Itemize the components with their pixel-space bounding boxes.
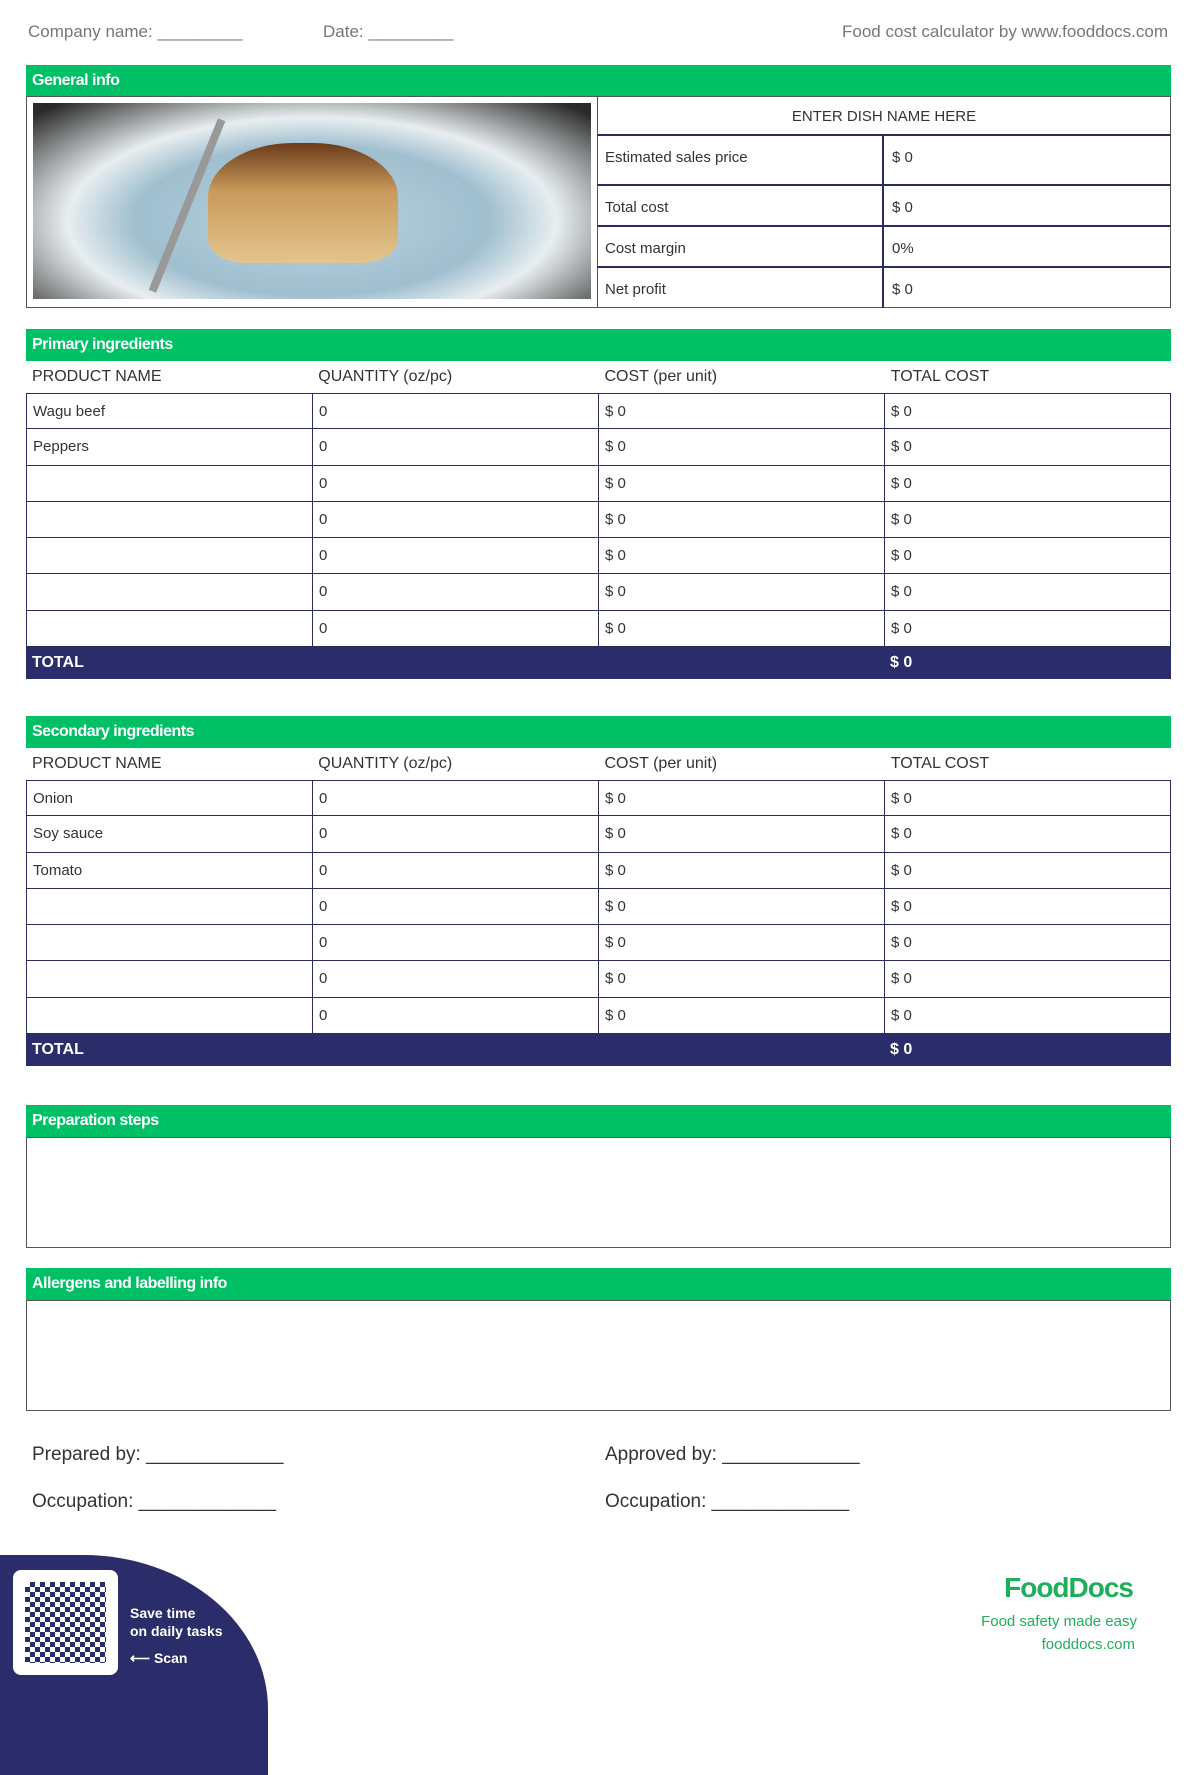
table-cell[interactable]: $ 0 <box>885 961 1171 997</box>
table-cell[interactable]: $ 0 <box>599 429 885 465</box>
table-cell[interactable] <box>26 538 313 574</box>
table-row <box>26 889 1171 925</box>
column-header: QUANTITY (oz/pc) <box>318 368 453 385</box>
table-cell[interactable]: $ 0 <box>599 925 885 961</box>
table-cell[interactable]: $ 0 <box>885 538 1171 574</box>
total-row <box>26 1034 1171 1066</box>
table-row <box>26 998 1171 1034</box>
table-cell[interactable]: $ 0 <box>885 502 1171 538</box>
company-name-field[interactable]: Company name: _________ <box>28 22 243 41</box>
table-cell[interactable]: $ 0 <box>599 889 885 925</box>
table-cell[interactable]: 0 <box>313 611 599 647</box>
occupation-field[interactable]: Occupation: _____________ <box>32 1491 277 1512</box>
general-info-header: General info <box>26 65 1171 97</box>
table-cell[interactable]: Wagu beef <box>26 393 313 429</box>
total-value: $ 0 <box>890 654 913 672</box>
table-cell[interactable]: $ 0 <box>599 538 885 574</box>
table-cell[interactable]: 0 <box>313 466 599 502</box>
table-cell[interactable]: 0 <box>313 574 599 610</box>
dish-photo <box>33 103 591 299</box>
total-label: TOTAL <box>32 654 84 672</box>
table-cell[interactable]: $ 0 <box>885 611 1171 647</box>
table-cell[interactable] <box>26 998 313 1034</box>
scan-label: ⟵ Scan <box>130 1650 188 1666</box>
table-cell[interactable]: 0 <box>313 393 599 429</box>
table-cell[interactable]: $ 0 <box>599 611 885 647</box>
secondary-ingredients-header: Secondary ingredients <box>26 716 1171 748</box>
table-cell[interactable]: 0 <box>313 429 599 465</box>
table-cell[interactable]: $ 0 <box>885 925 1171 961</box>
sales-price-value[interactable]: $ 0 <box>892 149 913 166</box>
column-header: COST (per unit) <box>604 368 718 385</box>
table-cell[interactable]: $ 0 <box>885 853 1171 889</box>
table-cell[interactable] <box>26 502 313 538</box>
column-header: TOTAL COST <box>890 755 990 772</box>
credit-text: Food cost calculator by www.fooddocs.com <box>842 22 1168 41</box>
table-cell[interactable]: $ 0 <box>885 780 1171 816</box>
table-row <box>26 853 1171 889</box>
table-cell[interactable] <box>26 925 313 961</box>
table-row <box>26 961 1171 997</box>
dish-summary <box>597 96 1171 308</box>
table-cell[interactable]: 0 <box>313 889 599 925</box>
table-cell[interactable]: $ 0 <box>885 998 1171 1034</box>
preparation-steps-header: Preparation steps <box>26 1105 1171 1137</box>
qr-line: Save time <box>130 1605 196 1621</box>
cost-margin-value[interactable]: 0% <box>892 240 914 257</box>
prepared-by-field[interactable]: Prepared by: _____________ <box>32 1444 284 1465</box>
total-label: TOTAL <box>32 1041 84 1059</box>
table-cell[interactable]: $ 0 <box>599 998 885 1034</box>
qr-pattern <box>25 1582 106 1663</box>
table-cell[interactable]: 0 <box>313 925 599 961</box>
table-cell[interactable]: $ 0 <box>599 780 885 816</box>
table-cell[interactable]: $ 0 <box>885 889 1171 925</box>
table-cell[interactable] <box>26 961 313 997</box>
qr-line: on daily tasks <box>130 1623 223 1639</box>
allergens-header: Allergens and labelling info <box>26 1268 1171 1300</box>
table-cell[interactable]: 0 <box>313 816 599 852</box>
table-cell[interactable]: $ 0 <box>885 574 1171 610</box>
label: Cost margin <box>597 227 884 266</box>
qr-text <box>130 1604 223 1667</box>
tagline: Food safety made easy <box>981 1613 1137 1630</box>
table-cell[interactable]: 0 <box>313 780 599 816</box>
total-row <box>26 647 1171 679</box>
label: Net profit <box>597 268 884 308</box>
fooddocs-logo: FoodDocs <box>1004 1572 1133 1603</box>
date-field[interactable]: Date: _________ <box>323 22 454 41</box>
qr-code[interactable] <box>13 1570 118 1675</box>
total-cost-value[interactable]: $ 0 <box>892 199 913 216</box>
table-cell[interactable]: $ 0 <box>885 429 1171 465</box>
table-cell[interactable]: $ 0 <box>599 853 885 889</box>
label: Estimated sales price <box>597 136 884 184</box>
table-cell[interactable]: $ 0 <box>885 816 1171 852</box>
column-header: QUANTITY (oz/pc) <box>318 755 453 772</box>
table-cell[interactable]: Tomato <box>26 853 313 889</box>
table-cell[interactable]: $ 0 <box>599 816 885 852</box>
table-row <box>26 538 1171 574</box>
table-cell[interactable]: $ 0 <box>599 466 885 502</box>
table-cell[interactable] <box>26 574 313 610</box>
table-row <box>26 393 1171 429</box>
table-cell[interactable]: 0 <box>313 853 599 889</box>
net-profit-value[interactable]: $ 0 <box>892 281 913 298</box>
dish-name-field[interactable]: ENTER DISH NAME HERE <box>597 96 1171 136</box>
column-header: PRODUCT NAME <box>32 755 162 772</box>
table-cell[interactable]: $ 0 <box>885 466 1171 502</box>
table-row <box>26 780 1171 816</box>
table-row <box>26 429 1171 465</box>
table-cell[interactable]: 0 <box>313 538 599 574</box>
table-cell[interactable]: $ 0 <box>599 961 885 997</box>
table-row <box>26 466 1171 502</box>
table-cell[interactable]: $ 0 <box>599 502 885 538</box>
preparation-steps-field[interactable] <box>26 1137 1171 1248</box>
table-cell[interactable] <box>26 466 313 502</box>
approved-by-field[interactable]: Approved by: _____________ <box>605 1444 860 1465</box>
table-cell[interactable]: Onion <box>26 780 313 816</box>
table-cell[interactable]: $ 0 <box>885 393 1171 429</box>
table-cell[interactable] <box>26 889 313 925</box>
table-row <box>26 502 1171 538</box>
table-row <box>26 574 1171 610</box>
pie-shape <box>208 143 398 263</box>
occupation-field[interactable]: Occupation: _____________ <box>605 1491 850 1512</box>
table-cell[interactable]: $ 0 <box>599 574 885 610</box>
total-value: $ 0 <box>890 1041 913 1059</box>
column-header: COST (per unit) <box>604 755 718 772</box>
primary-ingredients-header: Primary ingredients <box>26 329 1171 361</box>
column-header: TOTAL COST <box>890 368 990 385</box>
table-row <box>26 611 1171 647</box>
primary-ingredients-table <box>26 361 1171 679</box>
table-cell[interactable] <box>26 611 313 647</box>
label: Total cost <box>597 186 884 225</box>
column-headers <box>26 361 1171 393</box>
table-cell[interactable]: 0 <box>313 961 599 997</box>
website-link[interactable]: fooddocs.com <box>1041 1636 1135 1653</box>
column-headers <box>26 748 1171 780</box>
table-cell[interactable]: Peppers <box>26 429 313 465</box>
table-cell[interactable]: 0 <box>313 998 599 1034</box>
secondary-ingredients-table <box>26 748 1171 1066</box>
table-row <box>26 925 1171 961</box>
column-header: PRODUCT NAME <box>32 368 162 385</box>
table-cell[interactable]: Soy sauce <box>26 816 313 852</box>
table-cell[interactable]: $ 0 <box>599 393 885 429</box>
table-row <box>26 816 1171 852</box>
table-cell[interactable]: 0 <box>313 502 599 538</box>
allergens-field[interactable] <box>26 1300 1171 1411</box>
